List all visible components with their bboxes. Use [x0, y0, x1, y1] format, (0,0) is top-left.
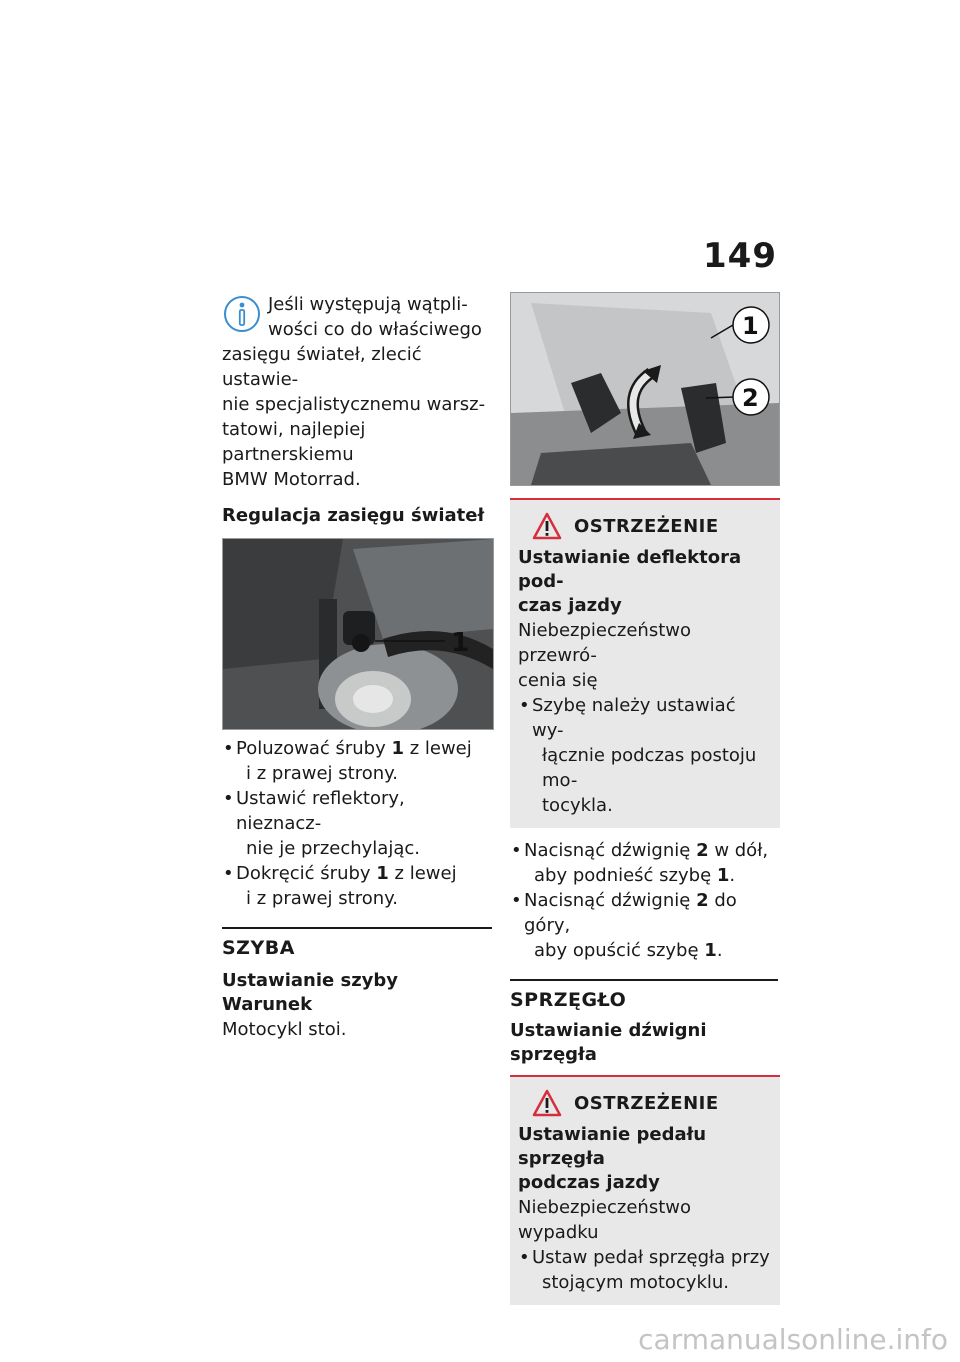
warning-box-windshield [510, 498, 780, 828]
lever-steps [510, 838, 780, 963]
warning-title: OSTRZEŻENIE [574, 1092, 719, 1114]
warning-risk: Niebezpieczeństwo przewró- cenia się [518, 620, 691, 691]
page-number: 149 [703, 236, 777, 276]
section-divider [510, 979, 778, 981]
warning-bullets [518, 693, 772, 818]
clutch-title: SPRZĘGŁO [510, 989, 627, 1011]
list-item: • Ustaw pedał sprzęgła przy stojącym motocyklu. [519, 1247, 770, 1293]
warning-risk: Niebezpieczeństwo wypadku [518, 1197, 691, 1243]
headlight-steps [222, 736, 494, 911]
list-item: • Dokręcić śruby 1 z lewej i z prawej strony. [223, 863, 457, 909]
condition-label: Warunek [222, 994, 313, 1015]
left-column [222, 292, 494, 1042]
info-line-4: nie specjalistycznemu warsz- [222, 394, 486, 415]
warning-bullets [518, 1245, 772, 1295]
list-item: • Nacisnąć dźwignię 2 do góry, aby opuścić szybę 1. [511, 890, 737, 961]
headlight-photo [222, 538, 494, 730]
clutch-heading: Ustawianie dźwigni sprzęgła [510, 1020, 707, 1065]
windshield-title: SZYBA [222, 937, 295, 959]
headlight-illustration [223, 539, 493, 729]
list-item: • Poluzować śruby 1 z lewej i z prawej strony. [223, 738, 472, 784]
list-item: • Ustawić reflektory, nieznacz- nie je przechylając. [223, 788, 420, 859]
windshield-heading: Ustawianie szyby [222, 970, 399, 991]
list-item: • Szybę należy ustawiać wy- łącznie podczas postoju mo- tocykla. [519, 695, 757, 816]
warning-title: OSTRZEŻENIE [574, 515, 719, 537]
windshield-photo [510, 292, 780, 486]
watermark[interactable]: carmanualsonline.info [638, 1323, 948, 1356]
windshield-illustration [511, 293, 779, 485]
photo-callout-1: 1 [451, 628, 470, 658]
right-column [510, 292, 780, 1305]
warning-subtitle: Ustawianie deflektora pod- czas jazdy [518, 547, 742, 616]
info-note [222, 292, 494, 492]
warning-triangle-icon [532, 1089, 562, 1117]
info-line-5: tatowi, najlepiej partnerskiemu [222, 419, 366, 465]
warning-subtitle: Ustawianie pedału sprzęgła podczas jazdy [518, 1124, 707, 1193]
warning-box-clutch [510, 1075, 780, 1305]
headlight-heading: Regulacja zasięgu świateł [222, 505, 485, 526]
photo-callout-2: 2 [742, 384, 759, 412]
info-line-6: BMW Motorrad. [222, 469, 361, 490]
photo-callout-1: 1 [742, 312, 759, 340]
info-line-2: wości co do właściwego [268, 319, 482, 340]
condition-text: Motocykl stoi. [222, 1019, 347, 1040]
warning-triangle-icon [532, 512, 562, 540]
info-line-3: zasięgu świateł, zlecić ustawie- [222, 344, 422, 390]
info-icon [222, 294, 262, 334]
list-item: • Nacisnąć dźwignię 2 w dół, aby podnieść szybę 1. [511, 840, 769, 886]
section-divider [222, 927, 492, 929]
info-line-1: Jeśli występują wątpli- [268, 294, 468, 315]
